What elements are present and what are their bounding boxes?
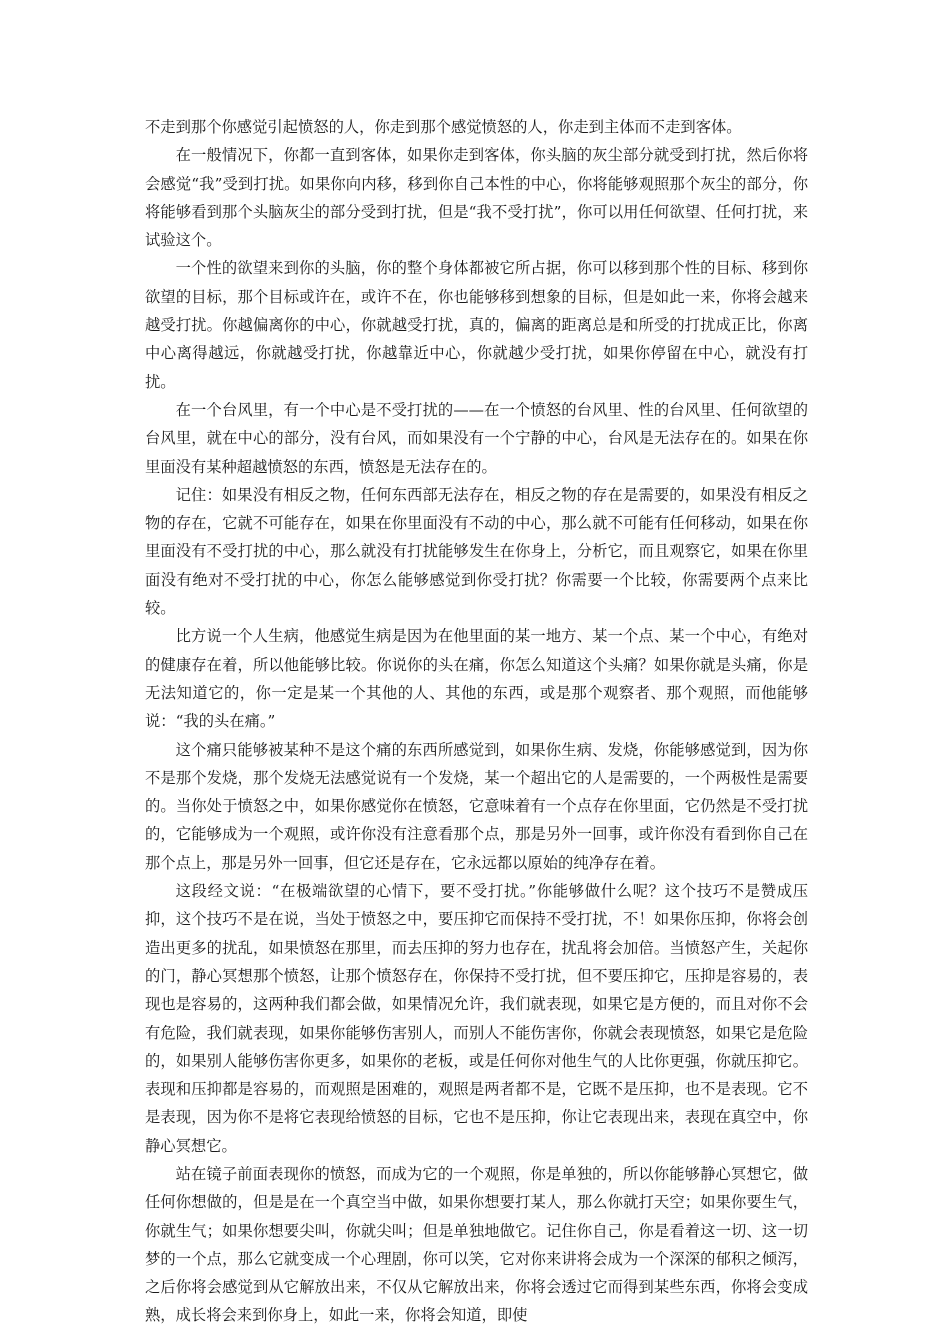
paragraph-7: 这个痛只能够被某种不是这个痛的东西所感觉到，如果你生病、发烧，你能够感觉到，因为你不是那个发烧，那个发烧无法感觉说有一个发烧，某一个超出它的人是需要的，一个两极性是需要的。当你处于愤怒之中，如果你感觉你在愤怒，它意味着有一个点存在你里面，它仍然是不受打扰的，它能够成为一个观照，或许你没有注意看那个点，那是另外一回事，或许你没有看到你自己在那个点上，那是另外一回事，但它还是存在，它永远都以原始的纯净存在着。 [145, 740, 808, 872]
paragraph-4: 在一个台风里，有一个中心是不受打扰的——在一个愤怒的台风里、性的台风里、任何欲望的台风里，就在中心的部分，没有台风，而如果没有一个宁静的中心，台风是无法存在的。如果在你里面没有某种超越愤怒的东西，愤怒是无法存在的。 [145, 400, 808, 476]
paragraph-2: 在一般情况下，你都一直到客体，如果你走到客体，你头脑的灰尘部分就受到打扰，然后你将会感觉“我”受到打扰。如果你向内移，移到你自己本性的中心，你将能够观照那个灰尘的部分，你将能够看到那个头脑灰尘的部分受到打扰，但是“我不受打扰”，你可以用任何欲望、任何打扰，来试验这个。 [145, 146, 808, 250]
paragraph-5: 记住：如果没有相反之物，任何东西部无法存在，相反之物的存在是需要的，如果没有相反之物的存在，它就不可能存在，如果在你里面没有不动的中心，那么就不可能有任何移动，如果在你里面没有不受打扰的中心，那么就没有打扰能够发生在你身上，分析它，而且观察它，如果在你里面没有绝对不受打扰的中心，你怎么能够感觉到你受打扰？你需要一个比较，你需要两个点来比较。 [145, 485, 808, 618]
paragraph-9: 站在镜子前面表现你的愤怒，而成为它的一个观照，你是单独的，所以你能够静心冥想它，做任何你想做的，但是是在一个真空当中做，如果你想要打某人，那么你就打天空；如果你要生气，你就生气；如果你想要尖叫，你就尖叫；但是单独地做它。记住你自己，你是看着这一切、这一切梦的一个点，那么它就变成一个心理剧，你可以笑，它对你来讲将会成为一个深深的郁积之倾泻，之后你将会感觉到从它解放出来，不仅从它解放出来，你将会透过它而得到某些东西，你将会变成熟，成长将会来到你身上，如此一来，你将会知道，即使 [145, 1164, 808, 1325]
paragraph-6: 比方说一个人生病，他感觉生病是因为在他里面的某一地方、某一个点、某一个中心，有绝对的健康存在着，所以他能够比较。你说你的头在痛，你怎么知道这个头痛？如果你就是头痛，你是无法知道它的，你一定是某一个其他的人、其他的东西，或是那个观察者、那个观照，而他能够说：“我的头在痛。” [145, 627, 808, 731]
paragraph-1: 不走到那个你感觉引起愤怒的人，你走到那个感觉愤怒的人，你走到主体而不走到客体。 [145, 118, 742, 136]
document-body [145, 113, 808, 1330]
paragraph-3: 一个性的欲望来到你的头脑，你的整个身体都被它所占据，你可以移到那个性的目标、移到你欲望的目标，那个目标或许在，或许不在，你也能够移到想象的目标，但是如此一来，你将会越来越受打扰。你越偏离你的中心，你就越受打扰，真的，偏离的距离总是和所受的打扰成正比，你离中心离得越远，你就越受打扰，你越靠近中心，你就越少受打扰，如果你停留在中心，就没有打扰。 [145, 259, 808, 391]
paragraph-8: 这段经文说：“在极端欲望的心情下，要不受打扰。”你能够做什么呢？这个技巧不是赞成压抑，这个技巧不是在说，当处于愤怒之中，要压抑它而保持不受打扰，不！如果你压抑，你将会创造出更多的扰乱，如果愤怒在那里，而去压抑的努力也存在，扰乱将会加倍。当愤怒产生，关起你的门，静心冥想那个愤怒，让那个愤怒存在，你保持不受打扰，但不要压抑它，压抑是容易的，表现也是容易的，这两种我们都会做，如果情况允许，我们就表现，如果它是方便的，而且对你不会有危险，我们就表现，如果你能够伤害别人，而别人不能伤害你，你就会表现愤怒，如果它是危险的，如果别人能够伤害你更多，如果你的老板，或是任何你对他生气的人比你更强，你就压抑它。表现和压抑都是容易的，而观照是困难的，观照是两者都不是，它既不是压抑，也不是表现。它不是表现，因为你不是将它表现给愤怒的目标，它也不是压抑，你让它表现出来，表现在真空中，你静心冥想它。 [145, 882, 808, 1155]
